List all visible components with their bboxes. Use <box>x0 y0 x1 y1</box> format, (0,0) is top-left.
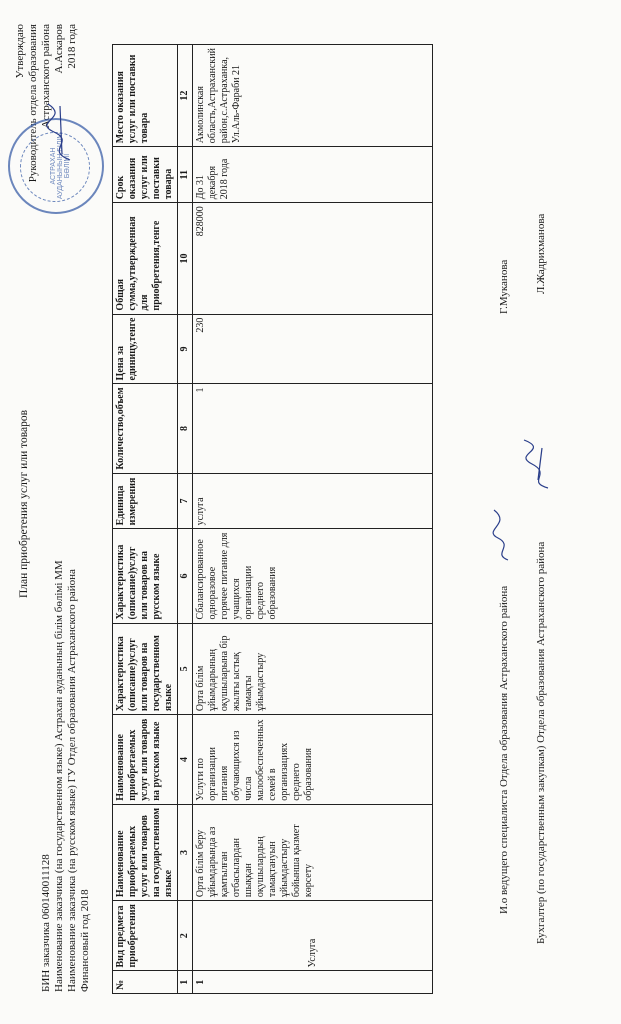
item-name-kz: Орта білім беру ұйымдарында аз қамтылған отбасылардан шыққан оқушылардың тамақтануын ұйымдастыру бойынша қызмет көрсету <box>193 804 433 900</box>
accountant-signature <box>520 434 556 494</box>
column-number: 10 <box>178 203 193 314</box>
acting-signature-line <box>498 34 510 914</box>
item-name-ru: Услуги по организации питания обучающихся из числа малообеспеченных семей в организациях среднего образования <box>193 715 433 805</box>
header-cell: Наименование приобретаемых услуг или товаров на русском языке <box>113 715 178 805</box>
table-row <box>193 45 433 994</box>
item-char-ru: Сбалансированное одноразовое горячее питание для учащихся организации среднего образования <box>193 529 433 623</box>
column-number: 12 <box>178 45 193 147</box>
header-cell: Место оказания услуг или поставки товара <box>113 45 178 147</box>
column-number: 1 <box>178 971 193 994</box>
column-number: 8 <box>178 384 193 473</box>
header-cell: Цена за единицу,тенге <box>113 314 178 384</box>
acting-title: И.о ведущего специалиста Отдела образования Астраханского района <box>498 585 510 914</box>
approval-line: Утверждаю <box>14 24 26 79</box>
item-term: До 31 декабря 2018 года <box>193 147 433 203</box>
header-cell: Срок оказания услуг или поставки товара <box>113 147 178 203</box>
column-number: 3 <box>178 804 193 900</box>
accountant-title: Бухгалтер (по государственным закупкам) Отдела образования Астраханского района <box>535 541 547 944</box>
column-number: 11 <box>178 147 193 203</box>
header-cell: № <box>113 971 178 994</box>
financial-year: Финансовый год 2018 <box>79 889 91 992</box>
customer-info <box>40 292 92 992</box>
accountant-name: Л.Жадрихманова <box>535 213 547 294</box>
item-place: Акмолинская область,Астраханский район,с.Астраханка, Ул.Аль-Фараби 21 <box>193 45 433 147</box>
item-type: Услуга <box>193 901 433 971</box>
item-unit: услуга <box>193 473 433 529</box>
header-cell: Единица измерения <box>113 473 178 529</box>
row-number: 1 <box>193 971 433 994</box>
item-qty: 1 <box>193 384 433 473</box>
customer-bin: БИН заказчика 060140011128 <box>40 854 52 992</box>
header-cell: Характеристика (описание)услуг или товаров на русском языке <box>113 529 178 623</box>
column-number: 4 <box>178 715 193 805</box>
customer-name-ru: Наименование заказчика (на русском языке) ГУ Отдел образования Астраханского района <box>66 569 78 992</box>
approval-line: А.Аскаров <box>53 24 65 74</box>
column-number: 5 <box>178 623 193 715</box>
header-row <box>113 45 178 994</box>
header-cell: Количество,объем <box>113 384 178 473</box>
customer-name-kz: Наименование заказчика (на государственном языке) Астрахан ауданының білім бөлімі ММ <box>53 560 65 992</box>
approval-signature <box>40 94 80 164</box>
column-number: 9 <box>178 314 193 384</box>
approval-line: Астраханского района <box>40 24 52 129</box>
item-total: 828000 <box>193 203 433 314</box>
acting-name: Г.Муканова <box>498 259 510 314</box>
stamp-text: АСТРАХАН АУДАНЫНЫҢ БІЛІМ БӨЛІМІ <box>50 132 71 200</box>
approval-line: Руководитель отдела образования <box>27 24 39 183</box>
item-char-kz: Орта білім ұйымдарының оқушыларына бір жылғы ыстық тамақты ұйымдастыру <box>193 623 433 715</box>
page-title: План приобретения услуг или товаров <box>18 409 30 599</box>
column-number: 6 <box>178 529 193 623</box>
procurement-table <box>112 44 433 994</box>
column-number: 2 <box>178 901 193 971</box>
acting-signature <box>488 504 516 564</box>
header-cell: Характеристика (описание)услуг или товаров на государственном языке <box>113 623 178 715</box>
column-number-row <box>178 45 193 994</box>
approval-line: 2018 года <box>66 24 78 69</box>
item-price: 230 <box>193 314 433 384</box>
header-cell: Наименование приобретаемых услуг или товаров на государственном языке <box>113 804 178 900</box>
column-number: 7 <box>178 473 193 529</box>
header-cell: Вид предмета приобретения <box>113 901 178 971</box>
header-cell: Общая сумма,утвержденная для приобретения,тенге <box>113 203 178 314</box>
